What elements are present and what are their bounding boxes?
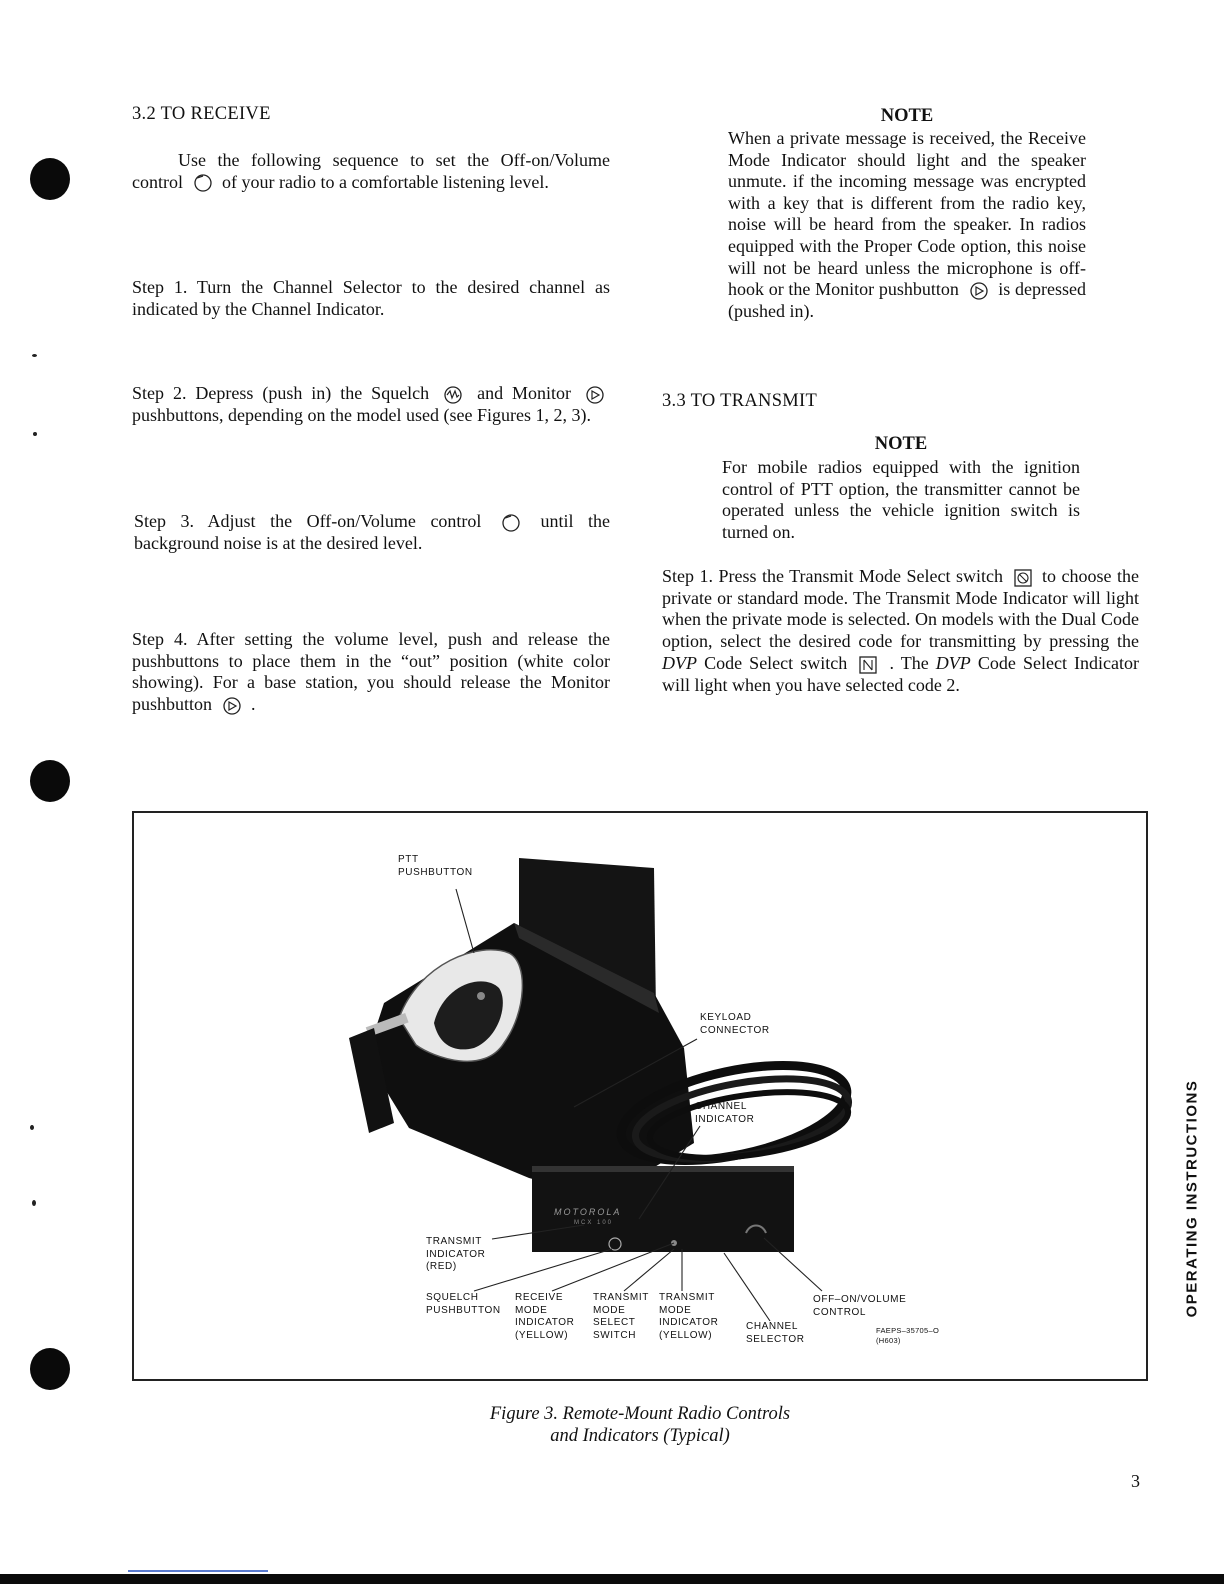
scan-blue-mark [128, 1570, 268, 1572]
intro-text-pre: Use the following sequence to set the Off-on/Volume control [132, 150, 610, 192]
scan-bottom-edge [0, 1574, 1224, 1584]
label-receive-mode-indicator: RECEIVE MODE INDICATOR (YELLOW) [515, 1292, 575, 1341]
figure-part-number: FAEPS–35705–O (H603) [876, 1326, 940, 1345]
tx-step1-e: Code Select Indicator will light when you have selected code 2. [662, 652, 1139, 695]
transmit-mode-switch-icon [1013, 568, 1033, 588]
receive-step-4 [132, 629, 610, 716]
step3-text-b: until the background noise is at the desired level. [134, 511, 611, 553]
scan-speck [32, 354, 37, 357]
monitor-button-icon [968, 281, 990, 301]
figure-caption [360, 1403, 920, 1447]
step3-text-a: Step 3. Adjust the Off-on/Volume control [134, 511, 482, 531]
intro-text-post: of your radio to a comfortable listening level. [222, 171, 549, 192]
label-channel-selector: CHANNEL SELECTOR [746, 1321, 805, 1345]
scan-speck [30, 1125, 34, 1130]
radio-model-text: MCX 100 [574, 1220, 614, 1226]
figure-3-frame [132, 811, 1148, 1381]
note-title-receive: NOTE [880, 106, 934, 126]
label-channel-indicator: CHANNEL INDICATOR [695, 1101, 755, 1125]
binder-hole-bottom [30, 1348, 70, 1390]
dvp-term: DVP [662, 652, 697, 673]
label-keyload-connector: KEYLOAD CONNECTOR [700, 1012, 770, 1036]
caption-line-2: and Indicators (Typical) [550, 1426, 730, 1446]
step2-text-b: and Monitor [477, 383, 572, 403]
step2-text-c: pushbuttons, depending on the model used (see Figures 1, 2, 3). [132, 404, 591, 425]
section-heading-transmit: 3.3 TO TRANSMIT [662, 391, 818, 411]
note-title-transmit: NOTE [874, 434, 928, 454]
scan-speck [32, 1200, 36, 1206]
binder-hole-middle [30, 760, 70, 802]
monitor-button-icon [584, 385, 606, 405]
side-tab-title: OPERATING INSTRUCTIONS [1183, 1079, 1201, 1318]
page-number: 3 [1131, 1471, 1140, 1491]
receive-step-2 [132, 383, 610, 426]
note-receive-text [728, 128, 1086, 323]
step4-text-a: Step 4. After setting the volume level, push and release the pushbuttons to place them in the “out” position (white color showing). For a base station, you should release the Monitor pushbutton [132, 629, 610, 714]
tx-step1-a: Step 1. Press the Transmit Mode Select switch [662, 566, 1004, 586]
transmit-step-1 [662, 566, 1139, 696]
step2-text-a: Step 2. Depress (push in) the Squelch [132, 383, 430, 403]
label-transmit-mode-select: TRANSMIT MODE SELECT SWITCH [593, 1292, 649, 1341]
note1-text-b: is depressed (pushed in). [728, 279, 1086, 322]
radio-brand-text: MOTOROLA [554, 1207, 622, 1217]
dvp-code-switch-icon [858, 655, 878, 675]
step4-text-b: . [251, 693, 256, 714]
label-off-on-volume: OFF–ON/VOLUME CONTROL [813, 1294, 907, 1318]
monitor-button-icon [221, 696, 243, 716]
receive-step-3 [134, 511, 610, 554]
section-heading-receive: 3.2 TO RECEIVE [132, 104, 271, 124]
receive-intro [132, 150, 610, 193]
dvp-term: DVP [935, 652, 971, 673]
label-transmit-mode-indicator: TRANSMIT MODE INDICATOR (YELLOW) [659, 1292, 719, 1341]
label-transmit-indicator: TRANSMIT INDICATOR (RED) [426, 1236, 486, 1272]
note-transmit-text: For mobile radios equipped with the ignition control of PTT option, the transmitter cannot be operated unless the vehicle ignition switch is turned on. [722, 457, 1080, 542]
squelch-button-icon [442, 385, 464, 405]
tx-step1-c: Code Select switch [704, 652, 848, 673]
volume-knob-icon [500, 513, 522, 533]
tx-step1-b: to choose the private or standard mode. The Transmit Mode Indicator will light when the private mode is selected. On models with the Dual Code option, select the desired code for transmitting by pressing the [662, 566, 1140, 652]
label-ptt-pushbutton: PTT PUSHBUTTON [398, 854, 473, 878]
scan-speck [33, 432, 37, 436]
binder-hole-top [30, 158, 70, 200]
tx-step1-d: . The [889, 652, 929, 673]
label-squelch-pushbutton: SQUELCH PUSHBUTTON [426, 1292, 501, 1316]
caption-line-1: Figure 3. Remote-Mount Radio Controls [489, 1404, 791, 1424]
volume-knob-icon [192, 173, 214, 193]
receive-step-1: Step 1. Turn the Channel Selector to the desired channel as indicated by the Channel Indicator. [132, 277, 610, 319]
note1-text-a: When a private message is received, the Receive Mode Indicator should light and the speaker unmute. if the incoming message was encrypted with a key that is different from the radio key, noise will be heard from the speaker. In radios equipped with the Proper Code option, this noise will not be heard unless the microphone is off-hook or the Monitor pushbutton [728, 128, 1086, 300]
